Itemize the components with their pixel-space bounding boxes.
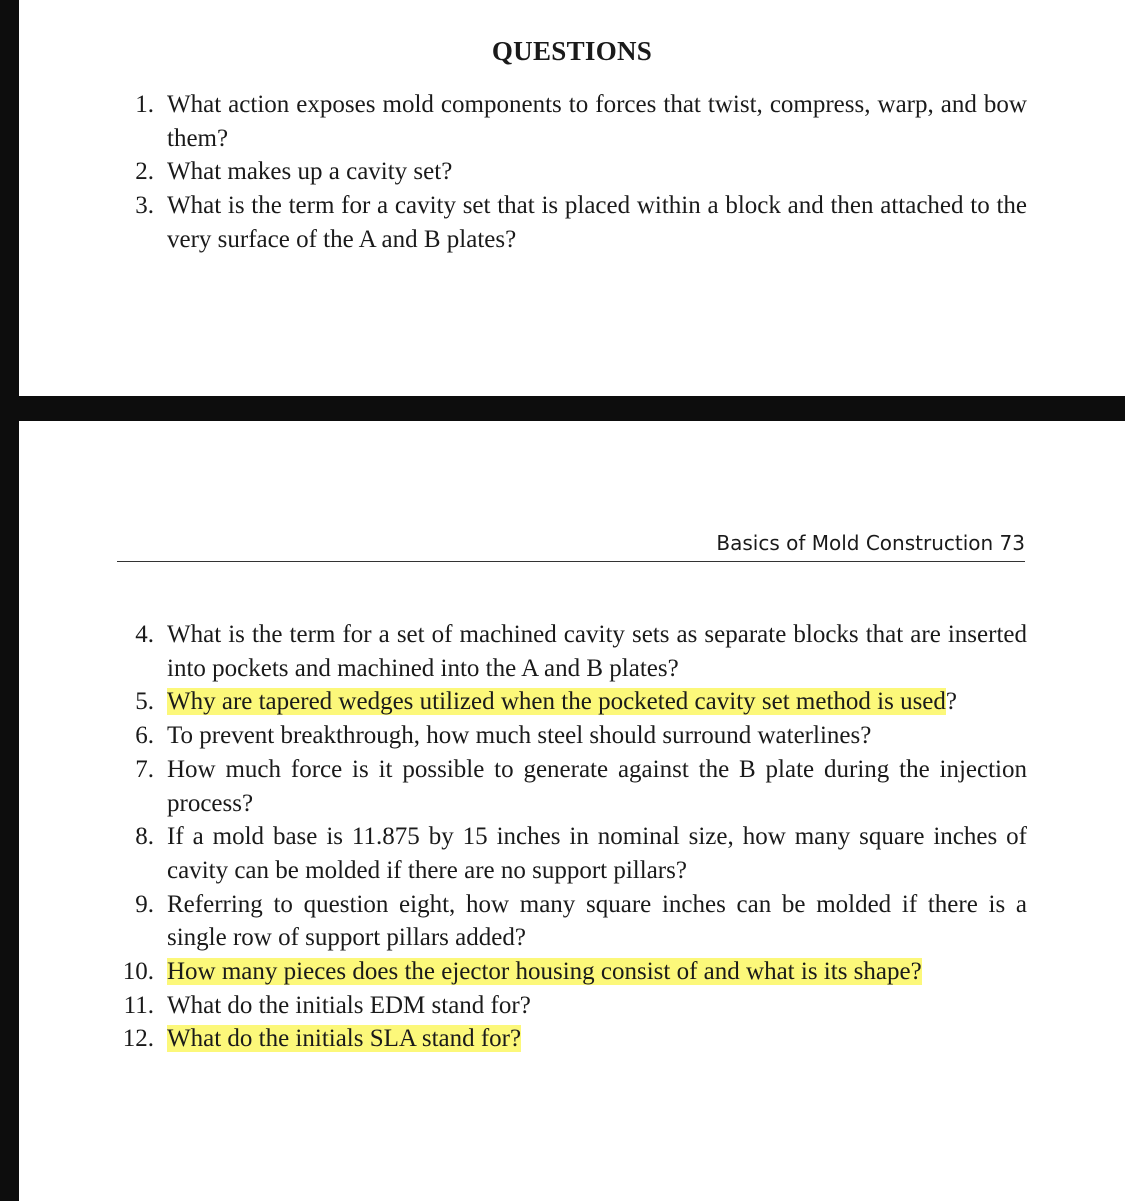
- question-item: [19, 888, 1027, 955]
- question-item: [19, 753, 1027, 820]
- question-text: Referring to question eight, how many square inches can be molded if there is a single row of support pillars added?: [167, 890, 1027, 952]
- question-text: How much force is it possible to generate against the B plate during the injection process?: [167, 755, 1027, 817]
- question-list-top: [19, 88, 1125, 257]
- header-rule: [117, 561, 1025, 562]
- question-item: [19, 155, 1027, 189]
- question-number: 5.: [135, 688, 154, 716]
- question-number: 7.: [135, 755, 154, 783]
- question-item: [19, 189, 1027, 256]
- running-head: Basics of Mold Construction 73: [716, 531, 1025, 555]
- question-number: 2.: [135, 158, 154, 186]
- question-item-highlighted: [19, 1022, 1027, 1056]
- question-text: What is the term for a set of machined cavity sets as separate blocks that are inserted into pockets and machined into the A and B plates?: [167, 621, 1027, 682]
- question-number: 9.: [135, 890, 154, 918]
- text-highlight: Why are tapered wedges utilized when the pocketed cavity set method is used: [167, 688, 946, 716]
- question-number: 1.: [135, 91, 154, 118]
- question-text: What action exposes mold components to forces that twist, compress, warp, and bow them?: [167, 91, 1027, 152]
- text-highlight: How many pieces does the ejector housing consist of and what is its shape?: [167, 958, 922, 986]
- question-text: What makes up a cavity set?: [167, 158, 453, 186]
- question-text: What is the term for a cavity set that is placed within a block and then attached to the very surface of the A and B plates?: [167, 192, 1027, 253]
- question-number: 11.: [123, 991, 154, 1019]
- question-text: [167, 955, 1027, 989]
- question-number: 6.: [135, 722, 154, 750]
- page-top: [19, 0, 1125, 396]
- question-item: [19, 618, 1027, 685]
- question-item: [19, 88, 1027, 155]
- question-item-highlighted: [19, 955, 1027, 989]
- question-number: 8.: [135, 823, 154, 851]
- question-suffix: ?: [945, 688, 958, 716]
- question-item: [19, 719, 1027, 753]
- question-text: If a mold base is 11.875 by 15 inches in nominal size, how many square inches of cavity can be molded if there are no support pillars?: [167, 823, 1027, 884]
- question-text: To prevent breakthrough, how much steel should surround waterlines?: [167, 722, 872, 750]
- question-number: 10.: [122, 958, 154, 986]
- question-item-highlighted: [19, 685, 1027, 719]
- question-number: 3.: [135, 192, 154, 220]
- question-number: 4.: [135, 621, 154, 648]
- page-bottom: [19, 421, 1125, 1201]
- question-item: [19, 989, 1027, 1023]
- question-item: [19, 820, 1027, 887]
- question-number: 12.: [122, 1025, 154, 1053]
- question-text: What do the initials EDM stand for?: [167, 991, 531, 1019]
- question-list-bottom: [19, 618, 1125, 1056]
- questions-heading: QUESTIONS: [491, 36, 653, 66]
- question-text: [167, 1022, 1027, 1056]
- question-text: [167, 685, 1027, 719]
- text-highlight: What do the initials SLA stand for?: [167, 1025, 522, 1053]
